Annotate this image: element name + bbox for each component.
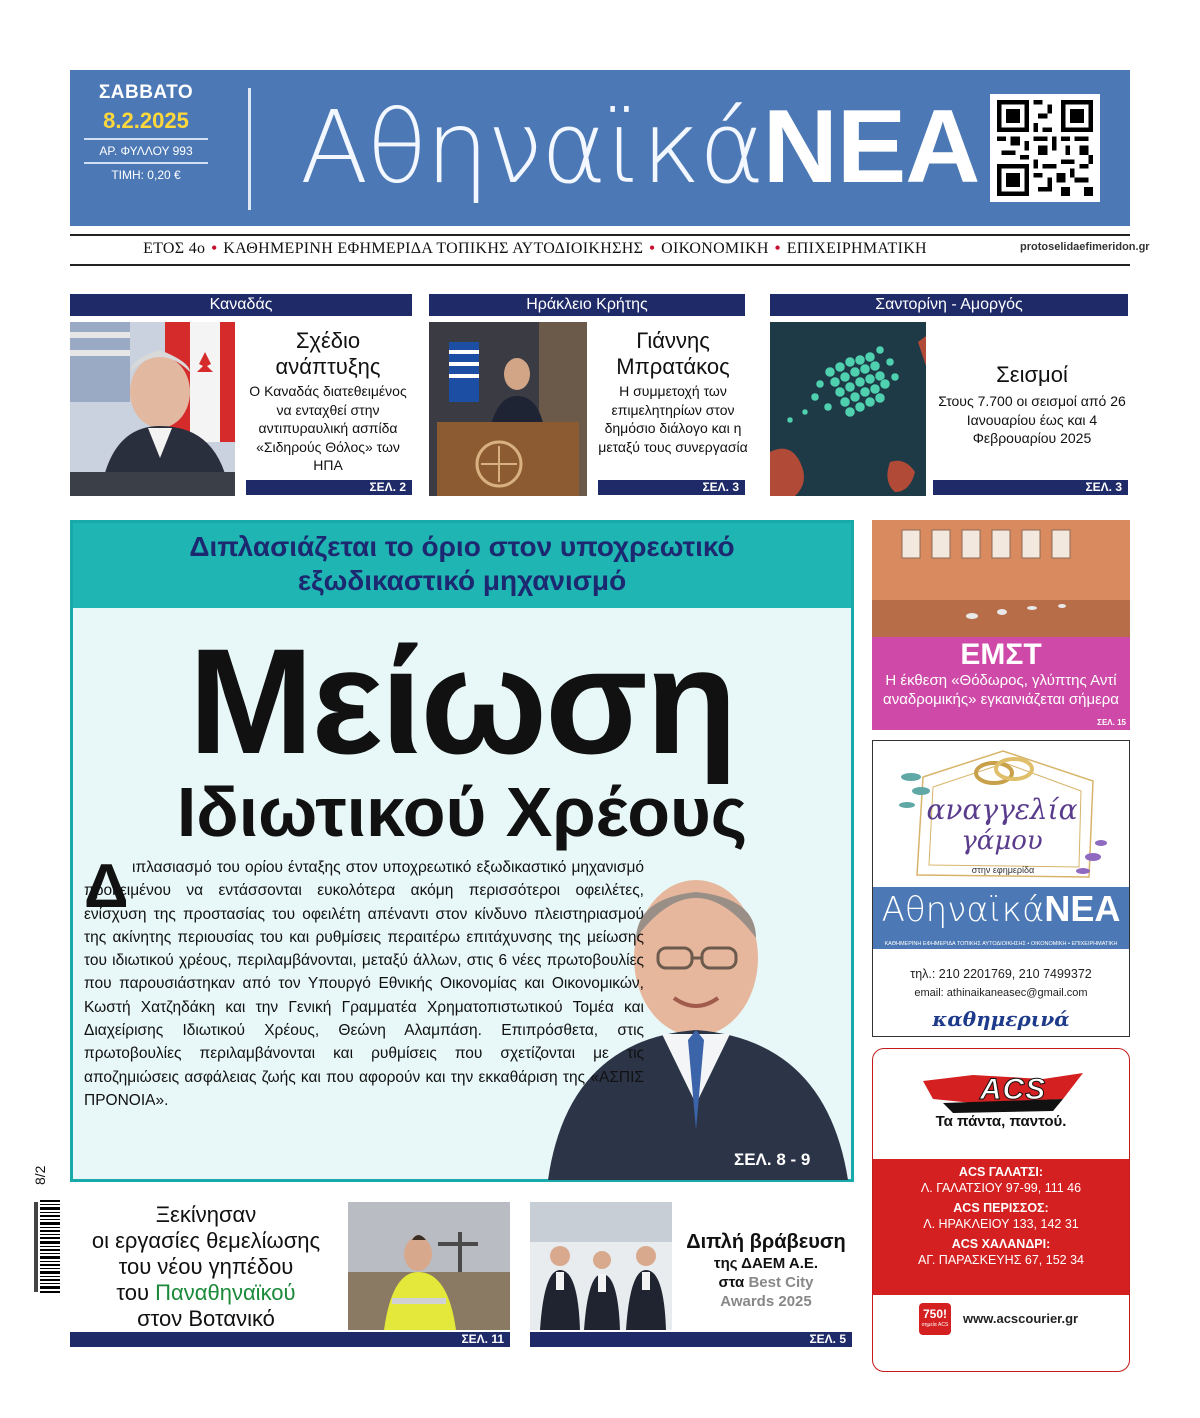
bullet-icon: • (649, 240, 656, 257)
wedding-line1: αναγγελία (926, 793, 1078, 826)
masthead-date-box (84, 82, 208, 182)
acs-branch-name: ACS ΧΑΛΑΝΔΡΙ: (951, 1237, 1051, 1251)
stadium-line1: Ξεκίνησαν (155, 1202, 257, 1227)
photo-stadium-works[interactable] (348, 1202, 510, 1330)
side-code: 8/2 (32, 1165, 48, 1185)
main-subtitle-line1: Διπλασιάζεται το όριο στον υποχρεωτικό (189, 531, 735, 562)
dropcap: Δ (84, 852, 129, 921)
tagline-daily: ΚΑΘΗΜΕΡΙΝΗ ΕΦΗΜΕΡΙΔΑ ΤΟΠΙΚΗΣ ΑΥΤΟΔΙΟΙΚΗΣΗΣ (223, 240, 644, 257)
stadium-line4-pre: του (116, 1280, 156, 1305)
acs-branch-address[interactable]: Λ. ΓΑΛΑΤΣΙΟΥ 97-99, 111 46 (920, 1181, 1082, 1195)
acs-branch-address[interactable]: Λ. ΗΡΑΚΛΕΙΟΥ 133, 142 31 (923, 1217, 1079, 1231)
seismic-map[interactable] (770, 322, 926, 496)
stadium-line2: οι εργασίες θεμελίωσης (91, 1228, 321, 1253)
section-header-heraklion: Ηράκλειο Κρήτης (429, 294, 745, 316)
acs-branches (873, 1159, 1129, 1295)
logo-bold-text: ΝΕΑ (762, 89, 980, 205)
page-ref-main[interactable]: ΣΕΛ. 8 - 9 (734, 1150, 811, 1169)
story-text-canada: Ο Καναδάς διατεθειμένος να ενταχθεί στην αντιπυραυλική ασπίδα «Σιδηρούς Θόλος» των ΗΠΑ (249, 383, 407, 473)
awards-line1: Διπλή βράβευση (686, 1231, 846, 1253)
story-title-canada[interactable]: Σχέδιο ανάπτυξης (275, 328, 381, 379)
page-ref-santorini[interactable]: ΣΕΛ. 3 (933, 480, 1128, 495)
page-ref-emst[interactable]: ΣΕΛ. 15 (1097, 718, 1126, 727)
wedding-rings-icon (968, 755, 1040, 787)
stadium-club-name: Παναθηναϊκού (155, 1280, 296, 1305)
masthead-day: ΣΑΒΒΑΤΟ (98, 82, 194, 103)
masthead-date: 8.2.2025 (103, 108, 189, 133)
tagline-economy: ΟΙΚΟΝΟΜΙΚΗ (661, 240, 769, 257)
stadium-line3: του νέου γηπέδου (118, 1254, 294, 1279)
bullet-icon: • (774, 240, 781, 257)
acs-branch-address[interactable]: ΑΓ. ΠΑΡΑΣΚΕΥΗΣ 67, 152 34 (918, 1253, 1084, 1267)
wedding-ad-logo-bar (873, 887, 1129, 949)
story-text-heraklion: Η συμμετοχή των επιμελητηρίων στον δημόσιο διάλογο και η μεταξύ τους συνεργασία (598, 383, 748, 455)
acs-website[interactable]: www.acscourier.gr (963, 1311, 1079, 1326)
page-ref-stadium[interactable]: ΣΕΛ. 11 (70, 1332, 510, 1347)
bottom-story-awards-title[interactable] (676, 1230, 856, 1311)
wedding-daily: καθημερινά (932, 1007, 1070, 1031)
photo-awards[interactable] (530, 1202, 672, 1330)
qr-code-icon[interactable] (990, 94, 1100, 202)
main-story-body: ιπλασιασμό του ορίου ένταξης στον υποχρεωτικό εξωδικαστικό μηχανισμό προκειμένου να εντάσσονται ευκολότερα ακόμη περισσότεροι οφειλέτες, ενίσχυση της προστασίας του οφειλέτη απέναντι στον κίνδυνο πλειστηριασμού της ακίνητης περιουσίας του και ρυθμίσεις περαιτέρω επιτάχυνσης της μείωσης του ιδιωτικού χρέους, περιλαμβάνονται, μεταξύ άλλων, στις 6 νέες πρωτοβουλίες που παρουσιάστηκαν από τον Υπουργό Εθνικής Οικονομίας και Οικονομικών, Κωστή Χατζηδάκη και την Γενική Γραμματέα Χρηματοπιστωτικού Τομέα και Διαχείρισης Ιδιωτικού Χρέους, Θεώνη Αλαμπάση. Επιπρόσθετα, στις πρωτοβουλίες περιλαμβάνονται και ρυθμίσεις που σχετίζονται με τις αποζημιώσεις ασφάλειας ζωής και που αφορούν και την εκκαθάριση της «ΑΣΠΙΣ ΠΡΟΝΟΙΑ». (84, 859, 644, 1109)
acs-750-badge (919, 1303, 951, 1335)
wedding-small: στην εφημερίδα (971, 865, 1035, 875)
main-headline-line2[interactable]: Ιδιωτικού Χρέους (176, 773, 748, 851)
page-ref-heraklion[interactable]: ΣΕΛ. 3 (598, 480, 745, 495)
page-ref-awards[interactable]: ΣΕΛ. 5 (530, 1332, 852, 1347)
awards-line2: της ΔΑΕΜ Α.Ε. (713, 1255, 819, 1272)
awards-line3-pre: στα (718, 1274, 749, 1291)
section-header-santorini: Σαντορίνη - Αμοργός (770, 294, 1128, 316)
story-title-heraklion[interactable]: Γιάννης Μπρατάκος (616, 328, 730, 379)
bottom-story-stadium-title[interactable] (70, 1202, 342, 1332)
newspaper-logo (300, 82, 979, 212)
acs-slogan: Τα πάντα, παντού. (935, 1113, 1067, 1130)
main-subtitle-line2: εξωδικαστικό μηχανισμό (297, 565, 627, 596)
acs-logo (913, 1069, 1093, 1117)
masthead-separator (248, 88, 251, 210)
awards-line3-grey: Best City (748, 1274, 814, 1291)
wedding-email[interactable]: email: athinaikaneasec@gmail.com (914, 987, 1088, 999)
page-ref-canada[interactable]: ΣΕΛ. 2 (246, 480, 412, 495)
ad-logo-subline: ΚΑΘΗΜΕΡΙΝΗ ΕΦΗΜΕΡΙΔΑ ΤΟΠΙΚΗΣ ΑΥΤΟΔΙΟΙΚΗΣΗΣ • ΟΙΚΟΝΟΜΙΚΗ • ΕΠΙΧΕΙΡΗΜΑΤΙΚΗ (884, 941, 1118, 947)
tagline-year: ΕΤΟΣ 4ο (143, 240, 206, 257)
section-header-canada: Καναδάς (70, 294, 412, 316)
photo-canada[interactable] (70, 322, 235, 496)
issue-number: ΑΡ. ΦΥΛΛΟΥ 993 (99, 144, 193, 158)
source-site: protoselidaefimeridon.gr (1020, 241, 1150, 253)
photo-heraklion[interactable] (429, 322, 587, 496)
divider (84, 162, 208, 164)
ad-logo-thin: Αθηναϊκά (881, 890, 1045, 930)
acs-courier-ad[interactable] (872, 1048, 1130, 1372)
logo-thin-text: Αθηναϊκά (300, 89, 763, 206)
divider (84, 138, 208, 140)
main-story-subtitle (73, 530, 851, 598)
emst-panel (872, 637, 1130, 730)
acs-branch-name: ACS ΓΑΛΑΤΣΙ: (958, 1165, 1044, 1179)
emst-text: Η έκθεση «Θόδωρος, γλύπτης Αντί αναδρομικής» εγκαινιάζεται σήμερα (883, 672, 1119, 708)
tagline (70, 238, 1000, 260)
rule (70, 264, 1130, 266)
rule (70, 234, 1130, 236)
story-title-santorini[interactable]: Σεισμοί (996, 362, 1068, 387)
bullet-icon: • (211, 240, 218, 257)
stadium-line5: στον Βοτανικό (137, 1306, 275, 1331)
story-text-santorini: Στους 7.700 οι σεισμοί από 26 Ιανουαρίου έως και 4 Φεβρουαρίου 2025 (938, 393, 1126, 446)
acs-badge-small: σημεία ACS (921, 1322, 949, 1328)
main-headline[interactable]: Μείωση (188, 617, 736, 785)
acs-badge-number: 750! (922, 1307, 948, 1321)
emst-title[interactable]: ΕΜΣΤ (960, 638, 1042, 671)
acs-logo-text: ACS (979, 1073, 1047, 1106)
ad-logo-bold: ΝΕΑ (1044, 888, 1121, 929)
acs-branch-name: ACS ΠΕΡΙΣΣΟΣ: (953, 1201, 1049, 1215)
tagline-business: ΕΠΙΧΕΙΡΗΜΑΤΙΚΗ (786, 240, 927, 257)
wedding-ad-logo (873, 887, 1129, 939)
price: ΤΙΜΗ: 0,20 € (111, 168, 181, 182)
wedding-announcement-ad[interactable] (872, 740, 1130, 1037)
wedding-line2: γάμου (961, 826, 1043, 856)
wedding-phone[interactable]: τηλ.: 210 2201769, 210 7499372 (910, 967, 1092, 981)
barcode-icon (34, 1198, 62, 1296)
awards-line4: Awards 2025 (720, 1293, 812, 1310)
